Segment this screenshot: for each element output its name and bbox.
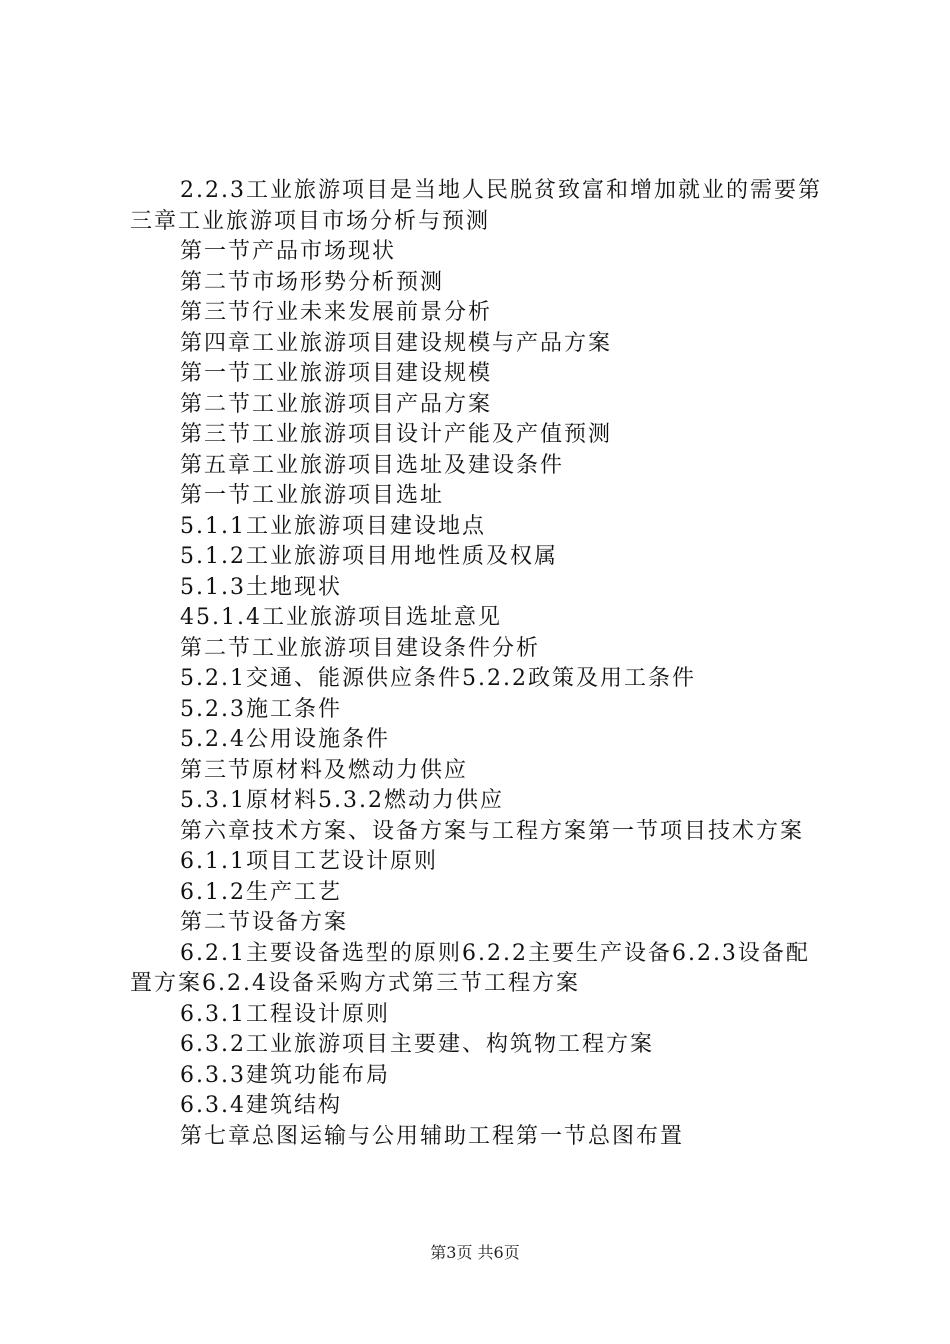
text-line: 第三节行业未来发展前景分析 <box>180 300 493 325</box>
text-line: 6.3.4建筑结构 <box>180 1093 342 1118</box>
text-line: 5.1.1工业旅游项目建设地点 <box>180 513 486 539</box>
text-line: 第二节工业旅游项目产品方案 <box>180 391 493 417</box>
text-line: 6.2.1主要设备选型的原则6.2.2主要生产设备6.2.3设备配置方案6.2.4设备采购方式第三节工程方案 <box>130 940 810 996</box>
text-line: 2.2.3工业旅游项目是当地人民脱贫致富和增加就业的需要第三章工业旅游项目市场分析与预测 <box>130 178 822 234</box>
text-line: 第二节工业旅游项目建设条件分析 <box>180 635 541 661</box>
text-line: 6.3.2工业旅游项目主要建、构筑物工程方案 <box>180 1032 654 1057</box>
text-line: 第二节设备方案 <box>180 910 349 935</box>
text-line: 第五章工业旅游项目选址及建设条件 <box>180 452 565 478</box>
text-line: 第二节市场形势分析预测 <box>180 269 445 295</box>
text-line: 5.2.1交通、能源供应条件5.2.2政策及用工条件 <box>180 666 696 691</box>
text-line: 5.1.3土地现状 <box>180 574 342 600</box>
text-line: 45.1.4工业旅游项目选址意见 <box>180 605 502 630</box>
text-line: 第四章工业旅游项目建设规模与产品方案 <box>180 330 613 356</box>
text-line: 第六章技术方案、设备方案与工程方案第一节项目技术方案 <box>180 818 805 844</box>
text-line: 第一节工业旅游项目建设规模 <box>180 361 493 386</box>
text-line: 6.3.1工程设计原则 <box>180 1001 390 1027</box>
text-line: 5.2.3施工条件 <box>180 696 342 722</box>
document-body <box>130 176 830 1152</box>
text-line: 5.1.2工业旅游项目用地性质及权属 <box>180 544 558 569</box>
text-line: 6.1.1项目工艺设计原则 <box>180 849 438 874</box>
text-line: 6.3.3建筑功能布局 <box>180 1062 390 1088</box>
text-line: 第七章总图运输与公用辅助工程第一节总图布置 <box>180 1123 685 1149</box>
text-line: 5.2.4公用设施条件 <box>180 727 390 752</box>
text-line: 5.3.1原材料5.3.2燃动力供应 <box>180 788 504 813</box>
page-number-footer: 第3页 共6页 <box>430 1243 520 1262</box>
text-line: 6.1.2生产工艺 <box>180 879 342 905</box>
text-line: 第一节工业旅游项目选址 <box>180 483 445 508</box>
text-line: 第一节产品市场现状 <box>180 239 397 264</box>
text-line: 第三节原材料及燃动力供应 <box>180 757 469 783</box>
text-line: 第三节工业旅游项目设计产能及产值预测 <box>180 422 613 447</box>
